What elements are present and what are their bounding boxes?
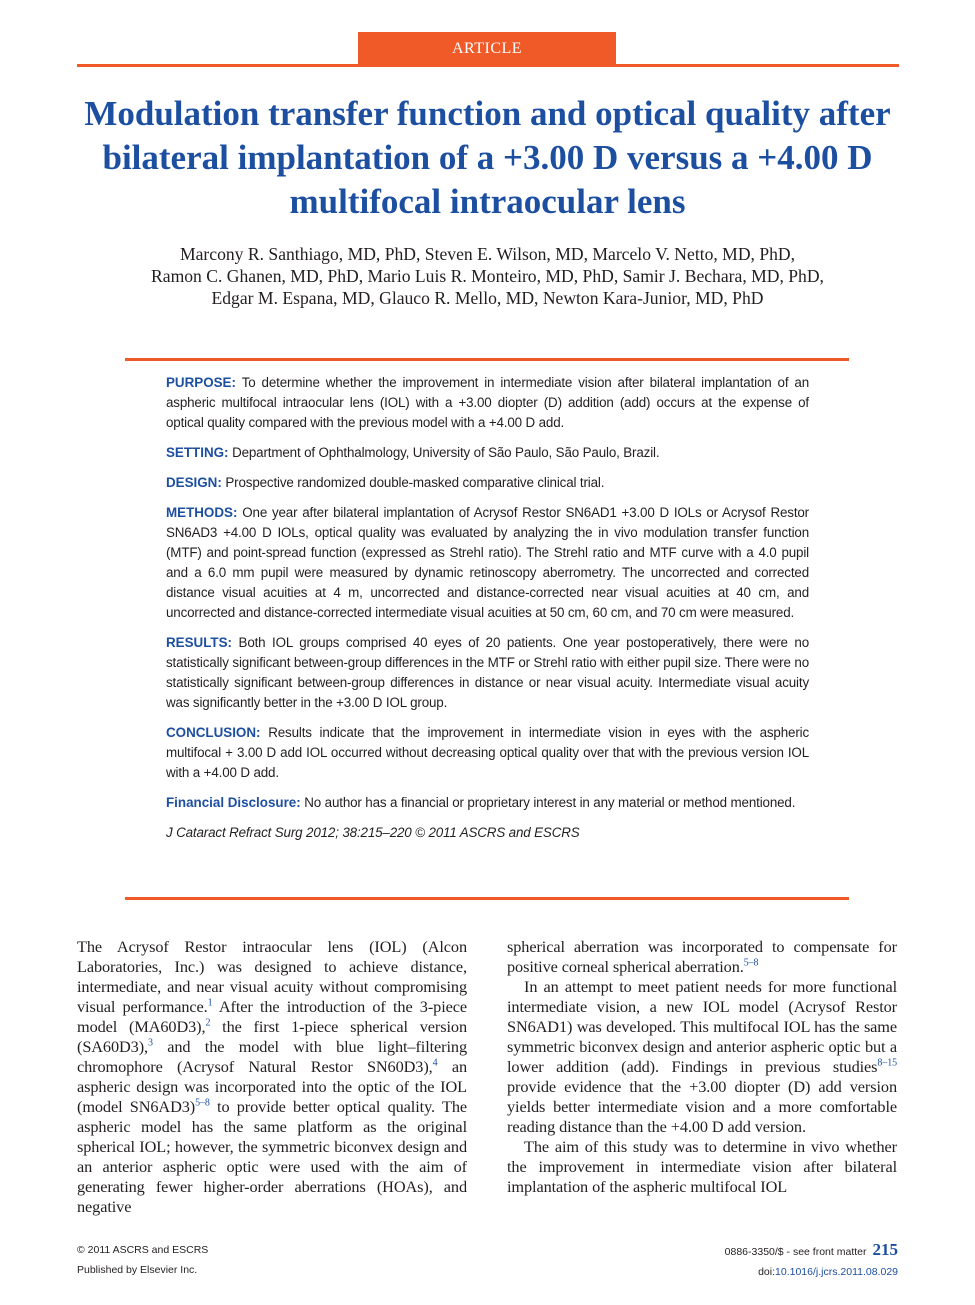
design-label: DESIGN: xyxy=(166,475,222,490)
body-column-right xyxy=(507,937,897,1197)
author-line: Ramon C. Ghanen, MD, PhD, Mario Luis R. Monteiro, MD, PhD, Samir J. Bechara, MD, PhD, xyxy=(151,266,824,286)
text-run: In an attempt to meet patient needs for more functional intermediate vision, a new IOL model (Acrysof Restor SN6AD1) was developed. This multifocal IOL has the same symmetric biconvex design and anterior aspheric optic but a lower addition (add). Findings in previous studies xyxy=(507,977,897,1076)
text-run: the first 1-piece spherical version (SA60D3), xyxy=(77,1017,467,1056)
results-text: Both IOL groups comprised 40 eyes of 20 patients. One year postoperatively, there were no statistically significant between-group differences in the MTF or Strehl ratio with either pupil size. There were no statistically significant between-group differences in distance or near visual acuity. Intermediate visual acuity was significantly better in the +3.00 D IOL group. xyxy=(166,635,809,710)
journal-citation: J Cataract Refract Surg 2012; 38:215–220 © 2011 ASCRS and ESCRS xyxy=(166,825,580,840)
paragraph xyxy=(507,1137,897,1197)
text-run: The aim of this study was to determine in vivo whether the improvement in intermediate vision after bilateral implantation of the aspheric multifocal IOL xyxy=(507,1137,897,1196)
methods-label: METHODS: xyxy=(166,505,238,520)
article-type-tab xyxy=(358,32,616,65)
doi-line xyxy=(725,1262,898,1282)
publisher: Published by Elsevier Inc. xyxy=(77,1264,198,1276)
abstract-results xyxy=(166,633,809,713)
paragraph xyxy=(507,937,897,977)
article-type-label: ARTICLE xyxy=(451,40,523,57)
purpose-label: PURPOSE: xyxy=(166,375,236,390)
setting-text: Department of Ophthalmology, University of São Paulo, São Paulo, Brazil. xyxy=(228,445,660,460)
reference-link[interactable]: 2 xyxy=(205,1017,211,1029)
reference-link[interactable]: 5–8 xyxy=(743,957,759,969)
text-run: to provide better optical quality. The aspheric model has the same platform as the original spherical IOL; however, the symmetric biconvex design and an anterior aspheric optic were used with the aim of generating fewer higher-order aberrations (HOAs), and negative xyxy=(77,1097,467,1216)
abstract-purpose xyxy=(166,373,809,433)
footer-right xyxy=(725,1240,898,1282)
disclosure-text: No author has a financial or proprietary interest in any material or method mentioned. xyxy=(300,795,796,810)
reference-link[interactable]: 5–8 xyxy=(195,1097,210,1109)
issn: 0886-3350/$ - see front matter xyxy=(724,1246,867,1258)
reference-link[interactable]: 1 xyxy=(207,997,213,1009)
reference-link[interactable]: 3 xyxy=(148,1037,153,1049)
doi-prefix: doi: xyxy=(758,1266,776,1278)
paragraph xyxy=(507,977,897,1137)
reference-link[interactable]: 4 xyxy=(432,1057,438,1069)
methods-text: One year after bilateral implantation of Acrysof Restor SN6AD1 +3.00 D IOLs or Acrysof Restor SN6AD3 +4.00 D IOLs, optical quality was evaluated by analyzing the in vivo modulation transfer function (MTF) and point-spread function (expressed as Strehl ratio). The Strehl ratio and MTF curve with a 4.0 pupil and a 6.0 mm pupil were measured by dynamic retinoscopy aberrometry. The uncorrected and corrected distance visual acuities at 4 m, uncorrected and distance-corrected near visual acuities at 40 cm, and uncorrected and distance-corrected intermediate visual acuities at 50 cm, 60 cm, and 70 cm were measured. xyxy=(166,505,809,620)
copyright: © 2011 ASCRS and ESCRS xyxy=(77,1244,209,1256)
setting-label: SETTING: xyxy=(166,445,229,460)
text-run: provide evidence that the +3.00 diopter (D) add version yields better intermediate vision and a more comfortable reading distance than the +4.00 D add version. xyxy=(507,1077,897,1136)
abstract-design xyxy=(166,473,809,493)
header-rule xyxy=(77,64,899,67)
conclusion-text: Results indicate that the improvement in intermediate vision in eyes with the aspheric multifocal + 3.00 D add IOL occurred without decreasing optical quality over that with the previous version IOL with a +4.00 D add. xyxy=(166,725,809,780)
abstract-setting xyxy=(166,443,809,463)
text-run: and the model with blue light–filtering chromophore (Acrysof Natural Restor SN60D3), xyxy=(77,1037,467,1076)
author-line: Marcony R. Santhiago, MD, PhD, Steven E. Wilson, MD, Marcelo V. Netto, MD, PhD, xyxy=(179,244,796,264)
issn-line xyxy=(725,1240,898,1262)
text-run: an aspheric design was incorporated into the optic of the IOL (model SN6AD3) xyxy=(77,1057,467,1116)
text-run: After the introduction of the 3-piece model (MA60D3), xyxy=(77,997,467,1036)
purpose-text: To determine whether the improvement in intermediate vision after bilateral implantation of an aspheric multifocal intraocular lens (IOL) with a +3.00 diopter (D) addition (add) occurs at the expense of optical quality compared with the previous model with a +4.00 D add. xyxy=(166,375,809,430)
paragraph xyxy=(77,937,467,1217)
reference-link[interactable]: 8–15 xyxy=(877,1057,897,1069)
abstract-conclusion xyxy=(166,723,809,783)
page-number: 215 xyxy=(872,1240,898,1259)
footer-left xyxy=(77,1240,208,1280)
design-text: Prospective randomized double-masked comparative clinical trial. xyxy=(221,475,605,490)
abstract xyxy=(166,373,809,853)
doi-link[interactable]: 10.1016/j.jcrs.2011.08.029 xyxy=(775,1266,898,1278)
abstract-methods xyxy=(166,503,809,623)
text-run: The Acrysof Restor intraocular lens (IOL) (Alcon Laboratories, Inc.) was designed to achieve distance, intermediate, and near visual acuity without compromising visual performance. xyxy=(77,937,467,1016)
body-column-left xyxy=(77,937,467,1217)
author-line: Edgar M. Espana, MD, Glauco R. Mello, MD, Newton Kara-Junior, MD, PhD xyxy=(211,288,764,308)
results-label: RESULTS: xyxy=(166,635,232,650)
article-title: Modulation transfer function and optical quality after bilateral implantation of a +3.00 D versus a +4.00 D multifocal intraocular lens xyxy=(84,94,891,221)
abstract-bottom-rule xyxy=(125,897,849,900)
author-list xyxy=(80,243,895,309)
abstract-disclosure xyxy=(166,793,809,813)
conclusion-label: CONCLUSION: xyxy=(166,725,261,740)
text-run: spherical aberration was incorporated to compensate for positive corneal spherical aberration. xyxy=(507,937,897,976)
disclosure-label: Financial Disclosure: xyxy=(166,795,301,810)
abstract-top-rule xyxy=(125,358,849,361)
